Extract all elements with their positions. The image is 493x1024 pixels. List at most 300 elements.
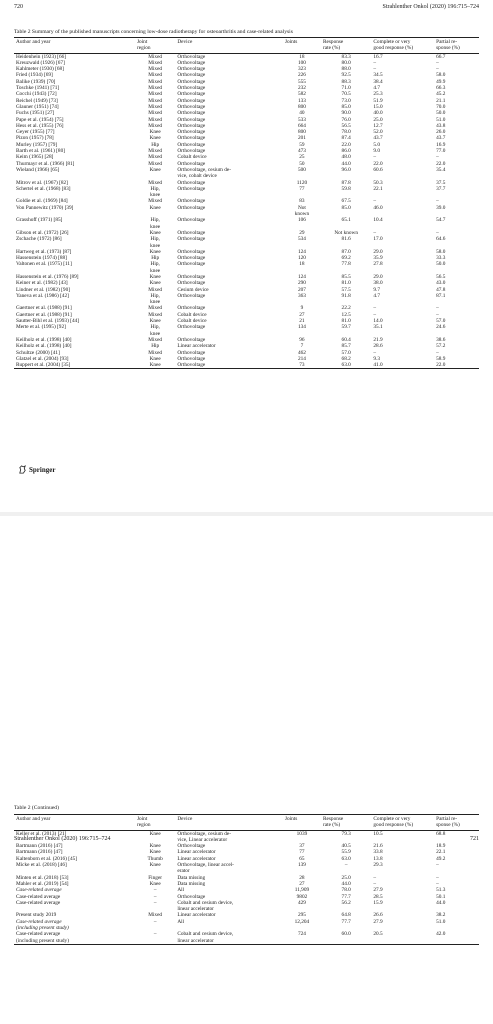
- cell-joint-region: Knee: [149, 248, 161, 255]
- header-joints: Joints: [283, 38, 321, 54]
- table-row: [14, 261, 479, 274]
- cell-device: Orthovoltage: [177, 53, 206, 60]
- cell-partial-response: 43.7: [436, 135, 446, 142]
- cell-device: Orthovoltage: [177, 110, 206, 117]
- cell-author: Schultze (2000) [41]: [16, 349, 60, 356]
- cell-joints: 12,204: [294, 918, 310, 925]
- cell-partial-response: –: [436, 349, 439, 356]
- cell-partial-response: –: [436, 154, 439, 161]
- cell-joints: 500: [297, 166, 306, 173]
- cell-complete-response: 33.8: [373, 849, 383, 856]
- cell-complete-response: –: [373, 66, 377, 73]
- cell-joint-region: Mixed: [148, 116, 163, 123]
- cell-complete-response: 52.0: [373, 129, 383, 136]
- cell-joint-region: Hip: [151, 141, 160, 148]
- cell-response-rate: 60.4: [341, 336, 351, 343]
- cell-joint-region: Mixed: [148, 110, 163, 117]
- cell-joint-region: Mixed: [148, 912, 163, 919]
- cell-device: Orthovoltage: [177, 66, 206, 73]
- cell-joint-region: Finger: [148, 874, 163, 881]
- cell-complete-response: 22.0: [373, 160, 383, 167]
- cell-author: Barth et al. (1961) [80]: [16, 148, 65, 155]
- cell-complete-response: 27.9: [373, 887, 383, 894]
- cell-complete-response: 25.0: [373, 116, 383, 123]
- cell-joints: 226: [297, 72, 306, 79]
- cell-response-rate: 81.0: [341, 280, 351, 287]
- cell-joint-region: Mixed: [148, 198, 163, 205]
- cell-partial-response: 26.0: [436, 129, 446, 136]
- cell-complete-response: 41.0: [371, 362, 434, 369]
- cell-complete-response: 26.6: [373, 912, 383, 919]
- cell-device: Orthovoltage: [177, 116, 206, 123]
- cell-partial-response: 33.3: [436, 255, 446, 262]
- cell-joints: 139: [297, 862, 306, 869]
- cell-joints: 120: [297, 255, 306, 262]
- cell-response-rate: 87.4: [341, 135, 351, 142]
- publisher-name: Springer: [29, 465, 56, 474]
- cell-author: Merte et al. (1995) [92]: [16, 324, 66, 331]
- table-row: [14, 217, 479, 230]
- cell-device: Orthovoltage: [177, 103, 206, 110]
- cell-author: Gaertner et al. (1988) [91]: [16, 311, 72, 318]
- cell-partial-response: 56.5: [436, 273, 446, 280]
- cell-response-rate: 78.0: [341, 129, 351, 136]
- cell-joint-region: Knee: [149, 880, 161, 887]
- cell-partial-response: 18.9: [436, 843, 446, 850]
- cell-partial-response: 58.0: [436, 72, 446, 79]
- cell-device: Linear accelerator: [177, 849, 216, 856]
- cell-author: Goldie et al. (1969) [84]: [16, 198, 68, 205]
- cell-joints: 9: [300, 305, 304, 312]
- cell-device: Orthovoltage: [177, 255, 206, 262]
- cell-complete-response: 16.7: [373, 53, 383, 60]
- cell-device: Linear accelerator: [177, 912, 216, 919]
- cell-device: Orthovoltage: [177, 893, 206, 900]
- cell-partial-response: 43.0: [436, 280, 446, 287]
- cell-device: All: [177, 887, 185, 894]
- cell-partial-response: 58.9: [436, 355, 446, 362]
- cell-response-rate: 77.7: [341, 893, 351, 900]
- cell-device: Orthovoltage: [177, 349, 206, 356]
- cell-device: Orthovoltage: [177, 261, 206, 268]
- cell-device: Orthovoltage: [177, 280, 206, 287]
- cell-device: Orthovoltage: [175, 362, 283, 369]
- cell-author: Heidenhein (1923) [66]: [16, 53, 67, 60]
- header-joints: Joints: [283, 815, 321, 831]
- cell-author: Keilholz et al. (1998) [40]: [16, 343, 72, 350]
- cell-response-rate: 88.3: [341, 78, 351, 85]
- page-721: [0, 516, 493, 1024]
- cell-complete-response: 17.0: [373, 236, 383, 243]
- cell-complete-response: 28.6: [373, 343, 383, 350]
- cell-joint-region: Knee: [149, 355, 161, 362]
- springer-horse-icon: [18, 465, 27, 474]
- cell-author: Case-related average (including present study): [14, 931, 135, 944]
- cell-joints: 77: [299, 849, 305, 856]
- cell-joint-region: –: [153, 887, 157, 894]
- cell-device: Orthovoltage: [177, 305, 206, 312]
- cell-joint-region: Knee: [135, 362, 175, 369]
- cell-joint-region: –: [153, 899, 157, 906]
- cell-response-rate: Not known: [334, 229, 359, 236]
- cell-joints: 1120: [296, 179, 308, 186]
- cell-joint-region: Knee: [149, 849, 161, 856]
- cell-response-rate: 92.5: [341, 72, 351, 79]
- header-joint-region: Joint region: [135, 815, 175, 831]
- cell-joint-region: Knee: [149, 830, 161, 837]
- cell-complete-response: 51.9: [373, 97, 383, 104]
- cell-complete-response: –: [373, 874, 377, 881]
- cell-complete-response: –: [373, 154, 377, 161]
- cell-partial-response: –: [436, 229, 439, 236]
- cell-complete-response: 21.6: [373, 843, 383, 850]
- cell-author: Lindner et al. (1982) [90]: [16, 286, 70, 293]
- cell-response-rate: 60.0: [321, 931, 371, 944]
- cell-partial-response: 58.0: [436, 248, 446, 255]
- table-row: [14, 830, 479, 843]
- cell-response-rate: 22.2: [341, 305, 351, 312]
- table-row: [14, 862, 479, 875]
- cell-author: Case-related average: [16, 893, 61, 900]
- cell-complete-response: 22.1: [373, 185, 383, 192]
- cell-joints: 664: [297, 122, 306, 129]
- cell-author: Keilholz et al. (1998) [40]: [16, 336, 72, 343]
- cell-complete-response: 15.0: [373, 103, 383, 110]
- cell-joints: 59: [299, 141, 305, 148]
- cell-joint-region: Mixed: [148, 122, 163, 129]
- cell-author: Hartweg et al. (1973) [87]: [16, 248, 72, 255]
- cell-device: Orthovoltage: [177, 292, 206, 299]
- page-number: 720: [14, 4, 23, 10]
- cell-author: Hess et al. (1955) [76]: [16, 122, 64, 129]
- cell-joint-region: Mixed: [148, 154, 163, 161]
- cell-response-rate: 65.1: [341, 217, 351, 224]
- cell-joint-region: Knee: [149, 229, 161, 236]
- cell-author: Balike (1939) [70]: [16, 78, 56, 85]
- cell-joint-region: Mixed: [148, 72, 163, 79]
- cell-device: Orthovoltage: [177, 59, 206, 66]
- cell-complete-response: 12.7: [373, 122, 383, 129]
- cell-author: Keller et al. (2013) [21]: [16, 830, 67, 837]
- cell-joint-region: Mixed: [148, 66, 163, 73]
- cell-partial-response: 47.8: [436, 286, 446, 293]
- cell-complete-response: 29.0: [373, 248, 383, 255]
- cell-partial-response: 43.8: [436, 122, 446, 129]
- cell-device: Data missing: [177, 880, 206, 887]
- cell-author: Thurmayr et al. (1966) [81]: [16, 160, 75, 167]
- cell-response-rate: 77.8: [341, 261, 351, 268]
- cell-joints: 290: [297, 280, 306, 287]
- cell-partial-response: 42.0: [434, 931, 479, 944]
- table-row: [14, 919, 479, 932]
- cell-partial-response: 68.8: [436, 830, 446, 837]
- cell-response-rate: 68.2: [341, 355, 351, 362]
- cell-partial-response: 50.0: [436, 110, 446, 117]
- cell-response-rate: 69.2: [341, 255, 351, 262]
- cell-author: Case-related average (including present study): [16, 918, 69, 932]
- cell-author: Micke et al. (2018) [46]: [16, 862, 67, 869]
- cell-response-rate: 85.7: [341, 343, 351, 350]
- cell-response-rate: 81.0: [341, 318, 351, 325]
- cell-joint-region: Hip, knee: [150, 261, 161, 274]
- cell-response-rate: 88.0: [341, 66, 351, 73]
- cell-author: Bartmann (2016) [47]: [16, 849, 63, 856]
- header-joint-region: Joint region: [135, 38, 175, 54]
- cell-partial-response: –: [436, 880, 439, 887]
- cell-response-rate: 67.5: [341, 198, 351, 205]
- cell-response-rate: 90.0: [341, 110, 351, 117]
- cell-joints: 134: [297, 324, 306, 331]
- cell-complete-response: 9.0: [373, 148, 381, 155]
- header-device: Device: [175, 38, 283, 54]
- cell-partial-response: 21.1: [436, 97, 446, 104]
- cell-device: Orthovoltage, linear accel- erator: [177, 862, 234, 875]
- cell-device: Linear accelerator: [177, 855, 216, 862]
- cell-complete-response: 13.8: [373, 855, 383, 862]
- cell-joints: 800: [297, 129, 306, 136]
- cell-author: Grasshoff (1971) [85]: [16, 217, 63, 224]
- cell-partial-response: 51.0: [436, 116, 446, 123]
- cell-device: Orthovoltage: [177, 273, 206, 280]
- header-partial-response: Partial re- sponse (%): [434, 815, 479, 831]
- cell-joint-region: Mixed: [148, 91, 163, 98]
- cell-partial-response: 57.2: [436, 343, 446, 350]
- cell-response-rate: 48.0: [341, 154, 351, 161]
- cell-response-rate: 56.5: [341, 122, 351, 129]
- header-author: Author and year: [14, 815, 135, 831]
- cell-complete-response: –: [373, 305, 377, 312]
- cell-author: Keim (1965) [28]: [16, 154, 54, 161]
- cell-response-rate: 55.9: [341, 849, 351, 856]
- cell-author: Yaneva et al. (1986) [42]: [16, 292, 69, 299]
- cell-response-rate: 80.0: [341, 59, 351, 66]
- cell-device: Orthovoltage: [177, 148, 206, 155]
- cell-complete-response: 9.3: [373, 355, 381, 362]
- cell-joints: 40: [299, 110, 305, 117]
- cell-author: Keiner et al. (1982) [43]: [16, 280, 68, 287]
- cell-joints: 7: [300, 343, 304, 350]
- cell-response-rate: 70.5: [341, 91, 351, 98]
- cell-device: Cobalt and cesium device, linear accelerator: [177, 899, 234, 913]
- cell-complete-response: 38.4: [373, 78, 383, 85]
- cell-partial-response: –: [436, 66, 439, 73]
- cell-partial-response: 87.1: [436, 292, 446, 299]
- cell-joints: 124: [297, 248, 306, 255]
- cell-response-rate: 96.0: [341, 166, 351, 173]
- cell-device: Cobalt and cesium device, linear accelerator: [175, 931, 283, 944]
- table-body-page-720: [14, 53, 479, 369]
- cell-device: Orthovoltage: [177, 843, 206, 850]
- cell-author: Bartmann (2016) [47]: [16, 843, 63, 850]
- cell-joint-region: Hip, knee: [150, 217, 161, 230]
- cell-author: Minten et al. (2018) [53]: [16, 874, 69, 881]
- cell-partial-response: –: [436, 198, 439, 205]
- cell-partial-response: 35.4: [436, 166, 446, 173]
- cell-joints: 11,909: [294, 887, 310, 894]
- cell-joints: 96: [299, 336, 305, 343]
- cell-partial-response: 24.6: [436, 324, 446, 331]
- cell-complete-response: –: [373, 311, 377, 318]
- cell-partial-response: 64.6: [436, 236, 446, 243]
- cell-joint-region: Mixed: [148, 311, 163, 318]
- cell-author: Mitrov et al. (1967) [82]: [16, 179, 68, 186]
- cell-joint-region: Knee: [149, 166, 161, 173]
- cell-joints: Not known: [294, 204, 310, 218]
- cell-complete-response: 9.7: [373, 286, 381, 293]
- cell-joints: 473: [297, 148, 306, 155]
- header-partial-response: Partial re- sponse (%): [434, 38, 479, 54]
- cell-author: Cocchi (1943) [72]: [16, 91, 57, 98]
- cell-response-rate: 85.0: [341, 103, 351, 110]
- cell-author: Glatzel et al. (2004) [93]: [16, 355, 69, 362]
- cell-device: Orthovoltage: [177, 85, 206, 92]
- cell-complete-response: –: [373, 349, 377, 356]
- cell-response-rate: 87.8: [341, 179, 351, 186]
- results-table: [14, 37, 479, 369]
- cell-joints: 9802: [296, 893, 308, 900]
- cell-complete-response: 50.3: [373, 179, 383, 186]
- cell-joint-region: Mixed: [148, 305, 163, 312]
- running-head: Strahlenther Onkol (2020) 196:715–724: [382, 4, 479, 10]
- cell-joints: 29: [299, 229, 305, 236]
- cell-response-rate: 22.0: [341, 141, 351, 148]
- cell-partial-response: –: [436, 874, 439, 881]
- cell-device: Orthovoltage: [177, 236, 206, 243]
- cell-response-rate: 57.5: [341, 286, 351, 293]
- cell-response-rate: 73.0: [341, 97, 351, 104]
- cell-joint-region: Hip, knee: [150, 185, 161, 199]
- cell-author: Kaltenborn et al. (2016) [45]: [16, 855, 78, 862]
- cell-complete-response: 27.9: [373, 918, 383, 925]
- cell-joints: 323: [297, 66, 306, 73]
- cell-joint-region: Hip, knee: [150, 324, 161, 337]
- cell-joints: 534: [297, 236, 306, 243]
- table-row: [14, 205, 479, 218]
- cell-joints: 100: [297, 59, 306, 66]
- cell-joints: 295: [297, 912, 306, 919]
- cell-author: Pizon (1957) [78]: [16, 135, 54, 142]
- cell-device: Orthovoltage: [177, 97, 206, 104]
- cell-partial-response: 51.3: [436, 887, 446, 894]
- cell-complete-response: 29.0: [373, 273, 383, 280]
- cell-author: Geyer (1955) [77]: [16, 129, 55, 136]
- cell-joint-region: Hip: [151, 343, 160, 350]
- cell-partial-response: 50.0: [436, 261, 446, 268]
- cell-partial-response: –: [436, 305, 439, 312]
- table-caption: Table 2 Summary of the published manuscripts concerning low-dose radiotherapy for osteoarthritis and case-related analysis: [14, 29, 293, 35]
- cell-partial-response: 49.2: [436, 855, 446, 862]
- cell-author: Wieland (1966) [65]: [16, 166, 60, 173]
- cell-author: Reichel (1949) [73]: [16, 97, 58, 104]
- table-row: [14, 362, 479, 369]
- cell-complete-response: 14.0: [373, 318, 383, 325]
- cell-joint-region: Mixed: [148, 59, 163, 66]
- table-caption: Table 2 (Continued): [14, 805, 59, 811]
- cell-joint-region: Mixed: [148, 103, 163, 110]
- cell-joints: 18: [299, 53, 305, 60]
- cell-author: Schertel et al. (1968) [83]: [16, 185, 71, 192]
- cell-joints: 462: [297, 349, 306, 356]
- cell-partial-response: 66.7: [436, 53, 446, 60]
- cell-partial-response: 51.0: [436, 918, 446, 925]
- cell-joint-region: Knee: [149, 280, 161, 287]
- cell-author: Glauner (1951) [74]: [16, 103, 59, 110]
- cell-partial-response: 22.0: [436, 160, 446, 167]
- cell-response-rate: 56.2: [341, 899, 351, 906]
- cell-partial-response: 70.0: [436, 103, 446, 110]
- cell-joint-region: Thumb: [147, 855, 163, 862]
- cell-joints: 77: [299, 185, 305, 192]
- cell-author: Kahlmeter (1930) [68]: [16, 66, 64, 73]
- cell-partial-response: 22.1: [436, 849, 446, 856]
- cell-response-rate: 12.5: [341, 311, 351, 318]
- cell-joints: 83: [299, 198, 305, 205]
- cell-response-rate: 64.8: [341, 912, 351, 919]
- cell-complete-response: 5.0: [373, 141, 381, 148]
- cell-response-rate: 78.0: [341, 887, 351, 894]
- cell-author: Zschache (1972) [86]: [16, 236, 62, 243]
- cell-author: Present study 2019: [16, 912, 57, 919]
- cell-author: Kreuzwald (1926) [67]: [16, 59, 65, 66]
- cell-response-rate: 79.3: [341, 830, 351, 837]
- cell-joint-region: Knee: [149, 135, 161, 142]
- cell-partial-response: 54.7: [436, 217, 446, 224]
- header-complete-response: Complete or very good response (%): [371, 815, 434, 831]
- cell-joint-region: –: [135, 931, 175, 944]
- cell-complete-response: 20.5: [371, 931, 434, 944]
- table-row: [14, 293, 479, 306]
- cell-device: Cobalt device: [177, 311, 207, 318]
- table-header-row: [14, 38, 479, 54]
- cell-partial-response: 38.2: [436, 912, 446, 919]
- header-complete-response: Complete or very good response (%): [371, 38, 434, 54]
- page-number: 721: [470, 836, 479, 842]
- cell-partial-response: 37.5: [436, 179, 446, 186]
- header-response-rate: Response rate (%): [321, 815, 371, 831]
- cell-partial-response: 44.0: [436, 899, 446, 906]
- cell-complete-response: 43.7: [373, 135, 383, 142]
- cell-response-rate: 76.0: [341, 116, 351, 123]
- cell-joints: 18: [299, 261, 305, 268]
- cell-joint-region: –: [153, 918, 157, 925]
- cell-complete-response: 25.3: [373, 91, 383, 98]
- cell-partial-response: –: [436, 311, 439, 318]
- cell-device: Cobalt device: [177, 154, 207, 161]
- cell-device: Orthovoltage: [177, 185, 206, 192]
- cell-device: Orthovoltage: [177, 355, 206, 362]
- cell-partial-response: 37.7: [436, 185, 446, 192]
- cell-author: Hassenstein et al. (1976) [89]: [16, 273, 79, 280]
- cell-device: Cesium device: [177, 286, 209, 293]
- publisher-logo: [18, 465, 55, 474]
- cell-response-rate: 87.0: [341, 248, 351, 255]
- cell-complete-response: 34.5: [373, 72, 383, 79]
- cell-response-rate: 91.8: [341, 292, 351, 299]
- cell-complete-response: 27.8: [373, 261, 383, 268]
- cell-device: Cobalt device: [177, 318, 207, 325]
- cell-device: Orthovoltage: [177, 204, 206, 211]
- cell-author: Murley (1957) [79]: [16, 141, 58, 148]
- cell-joints: 232: [297, 85, 306, 92]
- cell-partial-response: 66.3: [436, 85, 446, 92]
- cell-partial-response: 50.1: [436, 893, 446, 900]
- table-row: [14, 236, 479, 249]
- cell-device: Orthovoltage: [177, 229, 206, 236]
- cell-author: Case-related average: [16, 887, 62, 894]
- cell-response-rate: 77.7: [341, 918, 351, 925]
- cell-joints: 50: [299, 160, 305, 167]
- cell-device: Orthovoltage: [177, 122, 206, 129]
